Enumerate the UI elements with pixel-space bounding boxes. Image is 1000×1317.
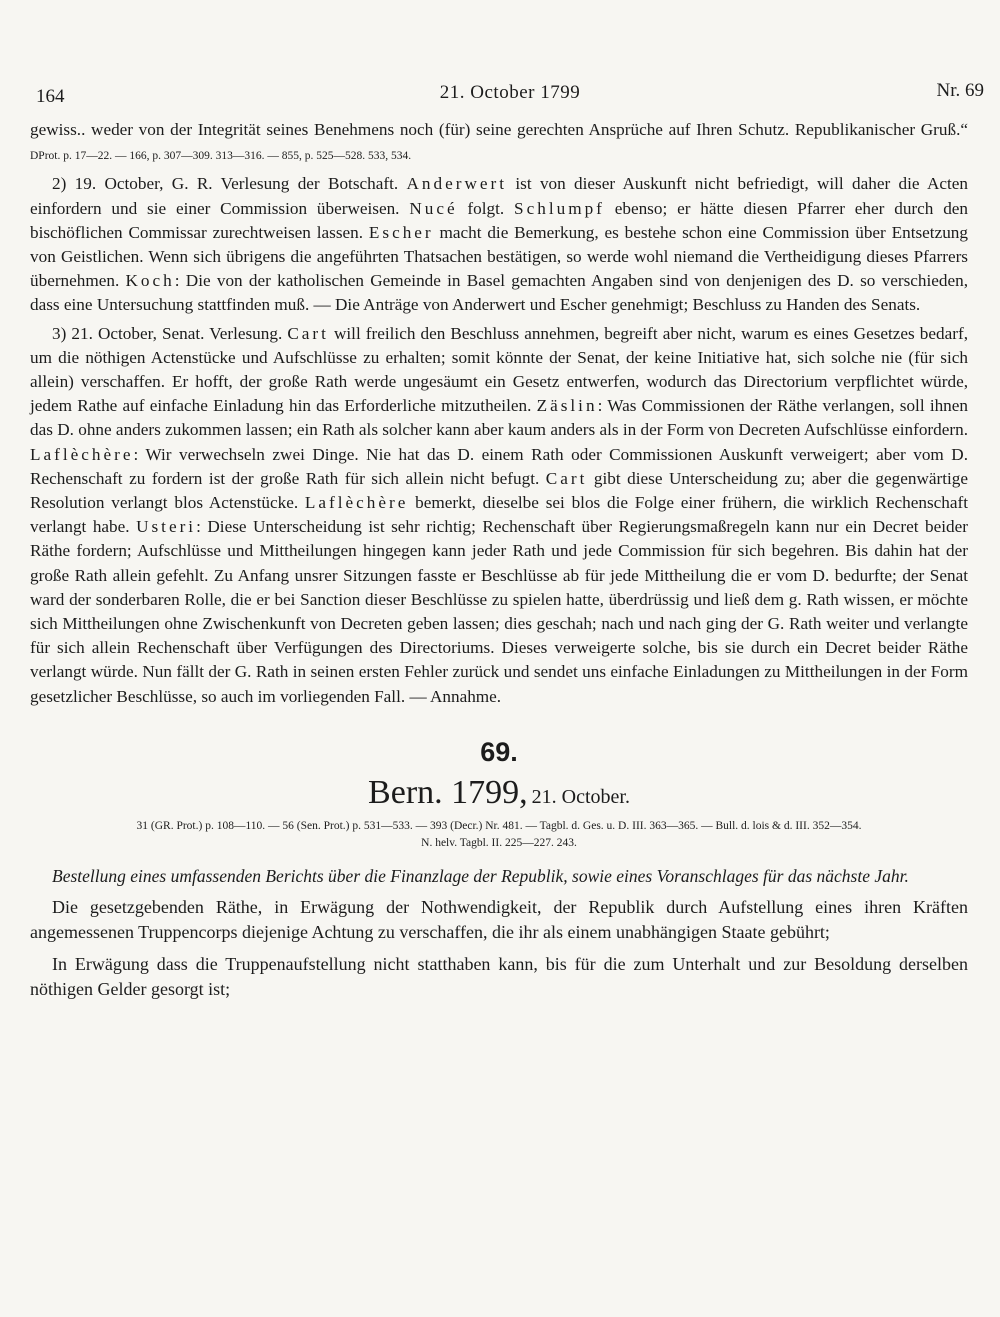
text-run: : Wir verwechseln zwei Dinge. Nie hat das D. einem Rath oder Commissionen Auskunft verweigert; aber vom D. Rechenschaft zu fordern ist der große Rath für sich allein nicht befugt. (30, 444, 968, 488)
body-text (30, 118, 968, 1003)
document-title: Bestellung eines umfassenden Berichts über die Finanzlage der Republik, sowie eines Voranschlages für das nächste Jahr. (52, 865, 909, 886)
text-run: macht die Bemerkung, es bestehe schon eine Commission über Entsetzung von Geistlichen. Wenn sich übrigens die angeführten Thatsachen bestätigen, so werde wohl niemand die Vertheidigung dieses Pfarrers übernehmen. (30, 222, 968, 291)
document-place-date (30, 774, 968, 812)
text-run: bemerkt, dieselbe sei blos die Folge einer frühern, die wirklich Rechenschaft verlangt habe. (30, 493, 968, 537)
page-number: 164 (36, 86, 65, 107)
paragraph-closing-letter (30, 118, 968, 168)
running-header (36, 80, 984, 118)
header-document-number: Nr. 69 (936, 80, 984, 101)
speaker-name: Cart (545, 468, 588, 488)
text-run: ebenso; er hätte diesen Pfarrer eher durch den bischöflichen Commissar zurechtweisen lassen. (30, 198, 969, 242)
document-references (30, 818, 968, 852)
document-date: 21. October. (531, 785, 630, 808)
speaker-name: Laflèchère (304, 493, 409, 513)
text-run: gibt diese Unterscheidung zu; aber die gegenwärtige Resolution verlangt blos Actenstücke. (30, 468, 968, 513)
text-run: 3) 21. October, Senat. Verlesung. (52, 323, 288, 343)
text-run: : Diese Unterscheidung ist sehr richtig; Rechenschaft über Regierungsmaßregeln kann nur ein Decret beider Räthe fordern; Aufschlüsse und Mittheilungen hingegen kann jeder Rath und jede Commission für sich begehren. Bis dahin hat der große Rath allein gefehlt. Zu Anfang unsrer Sitzungen fasste er Beschlüsse ab für jede Mittheilung die er vom D. bedurfte; der Senat ward der sonderbaren Rolle, die er bei Sanction dieser Beschlüsse zu spielen hatte, überdrüssig und ließ dem g. Rath wissen, er möchte sich Mittheilungen ohne Zwischenkunft von Decreten geben lassen; dies geschah; nach und nach ging der G. Rath weiter und verlangte für sich allein Rechenschaft über Verfügungen des Directoriums. Dieses verweigerte solche, bis sie durch ein Decret beider Räthe verlangt würde. Nun fällt der G. Rath in seinen ersten Fehler zurück und sendet uns einfache Einladungen zu Mittheilungen in der Form gesetzlicher Beschlüsse, so auch im vorliegenden Fall. — Annahme. (30, 517, 968, 706)
document-number: 69. (480, 736, 518, 767)
paragraph-great-council (30, 172, 968, 317)
paragraph-text: gewiss.. weder von der Integrität seines Benehmens noch (für) seine gerechten Ansprüche auf Ihren Schutz. Republikanischer Gruß.“ (30, 120, 968, 139)
paragraph-senate (30, 322, 968, 709)
speaker-name: Nucé (409, 198, 458, 218)
speaker-name: Anderwert (406, 174, 508, 194)
speaker-name: Zäslin (536, 396, 598, 416)
speaker-name: Laflèchère (30, 444, 134, 464)
decree-paragraph: Die gesetzgebenden Räthe, in Erwägung der Nothwendigkeit, der Republik durch Aufstellung eines ihren Kräften angemessenen Truppencorps diejenige Achtung zu verschaffen, die ihr als einem unabhängigen Staate gebührt; (30, 896, 968, 943)
text-run: : Die von der katholischen Gemeinde in Basel gemachten Angaben sind von denjenigen des D. so verschieden, dass eine Untersuchung stattfinden muß. — Die Anträge von Anderwert und Escher genehmigt; Beschluss zu Handen des Senats. (30, 271, 968, 315)
references-line: N. helv. Tagbl. II. 225—227. 243. (421, 836, 577, 849)
protocol-references: DProt. p. 17—22. — 166, p. 307—309. 313—316. — 855, p. 525—528. 533, 534. (30, 150, 412, 163)
speaker-name: Koch (125, 271, 175, 291)
document-place-year: Bern. 1799, (368, 773, 528, 811)
header-date: 21. October 1799 (439, 82, 581, 103)
decree-paragraph: In Erwägung dass die Truppenaufstellung nicht statthaben kann, bis für die zum Unterhalt und zur Besoldung derselben nöthigen Gelder gesorgt ist; (30, 953, 968, 1000)
speaker-name: Usteri (136, 517, 197, 537)
decree-text (30, 895, 968, 1003)
text-run: folgt. (457, 198, 515, 218)
text-run: will freilich den Beschluss annehmen, begreift aber nicht, warum es eines Gesetzes bedarf, um die nöthigen Actenstücke und Aufschlüsse zu erhalten; somit könnte der Senat, der keine Initiative hat, sich solche nie (für sich allein) verschaffen. Er hofft, der große Rath werde ungesäumt ein Gesetz entwerfen, wodurch das Directorium verpflichtet würde, jedem Rathe auf einfache Einladung hin das Erforderliche mitzutheilen. (30, 323, 968, 416)
document-page (30, 80, 984, 1003)
text-run: ist von dieser Auskunft nicht befriedigt, will daher die Acten einfordern und sie einer Commission überweisen. (30, 174, 968, 218)
speaker-name: Schlumpf (514, 198, 605, 218)
references-line: 31 (GR. Prot.) p. 108—110. — 56 (Sen. Prot.) p. 531—533. — 393 (Decr.) Nr. 481. — Tagbl. d. Ges. u. D. III. 363—365. — Bull. d. lois & d. III. 352—354. (136, 819, 862, 832)
speaker-name: Escher (368, 222, 434, 242)
speaker-name: Cart (287, 323, 329, 343)
text-run: 2) 19. October, G. R. Verlesung der Botschaft. (52, 174, 399, 194)
text-run: : Was Commissionen der Räthe verlangen, soll ihnen das D. ohne anders zukommen lassen; ein Rath als solcher kann aber kaum anders als in der Form von Decreten Aufschlüsse einfordern. (30, 396, 968, 440)
